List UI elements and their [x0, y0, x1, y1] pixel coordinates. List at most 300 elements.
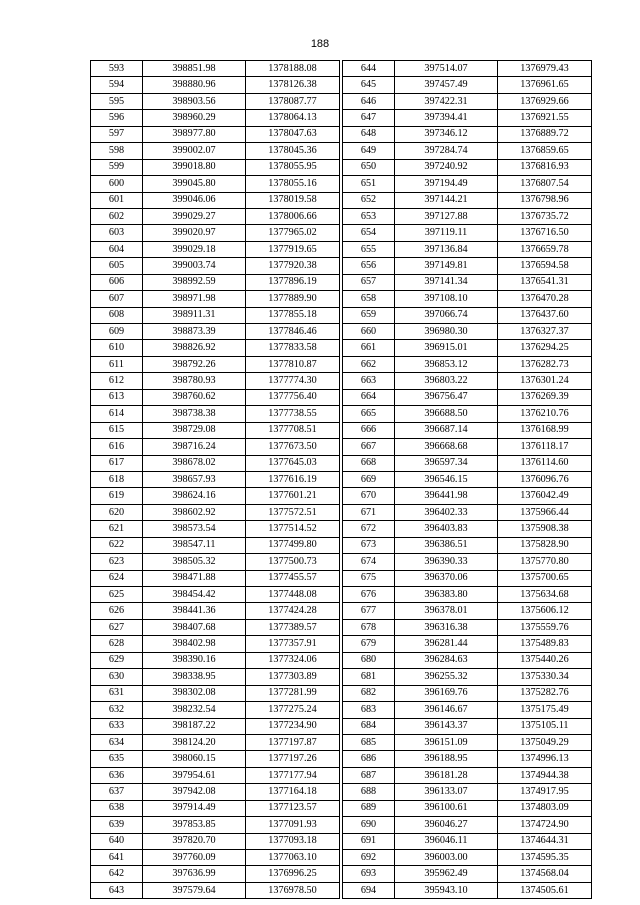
x-coordinate-cell: 396403.83	[395, 521, 498, 537]
x-coordinate-cell: 398602.92	[143, 504, 246, 520]
table-row	[343, 61, 592, 77]
x-coordinate-cell: 399029.18	[143, 241, 246, 257]
table-row	[343, 241, 592, 257]
x-coordinate-cell: 398738.38	[143, 406, 246, 422]
point-number-cell: 640	[91, 833, 143, 849]
x-coordinate-cell: 398338.95	[143, 669, 246, 685]
table-row	[91, 685, 340, 701]
y-coordinate-cell: 1378064.13	[246, 110, 340, 126]
x-coordinate-cell: 396441.98	[395, 488, 498, 504]
point-number-cell: 627	[91, 619, 143, 635]
x-coordinate-cell: 397760.09	[143, 850, 246, 866]
point-number-cell: 613	[91, 389, 143, 405]
point-number-cell: 647	[343, 110, 395, 126]
table-row	[91, 307, 340, 323]
point-number-cell: 684	[343, 718, 395, 734]
x-coordinate-cell: 397457.49	[395, 77, 498, 93]
point-number-cell: 685	[343, 734, 395, 750]
y-coordinate-cell: 1374568.04	[498, 866, 592, 882]
table-row	[343, 504, 592, 520]
x-coordinate-cell: 396597.34	[395, 455, 498, 471]
table-row	[343, 208, 592, 224]
table-row	[343, 93, 592, 109]
point-number-cell: 682	[343, 685, 395, 701]
y-coordinate-cell: 1375559.76	[498, 619, 592, 635]
table-row	[343, 603, 592, 619]
table-row	[91, 471, 340, 487]
x-coordinate-cell: 398232.54	[143, 702, 246, 718]
x-coordinate-cell: 399003.74	[143, 258, 246, 274]
x-coordinate-cell: 396915.01	[395, 340, 498, 356]
table-row	[91, 208, 340, 224]
x-coordinate-cell: 399002.07	[143, 143, 246, 159]
x-coordinate-cell: 395962.49	[395, 866, 498, 882]
x-coordinate-cell: 398302.08	[143, 685, 246, 701]
table-row	[91, 241, 340, 257]
y-coordinate-cell: 1377756.40	[246, 389, 340, 405]
x-coordinate-cell: 398977.80	[143, 126, 246, 142]
x-coordinate-cell: 396370.06	[395, 570, 498, 586]
point-number-cell: 595	[91, 93, 143, 109]
y-coordinate-cell: 1377896.19	[246, 274, 340, 290]
y-coordinate-cell: 1375175.49	[498, 702, 592, 718]
point-number-cell: 596	[91, 110, 143, 126]
table-row	[343, 324, 592, 340]
x-coordinate-cell: 399029.27	[143, 208, 246, 224]
point-number-cell: 687	[343, 767, 395, 783]
y-coordinate-cell: 1375634.68	[498, 587, 592, 603]
table-row	[91, 718, 340, 734]
table-row	[91, 767, 340, 783]
x-coordinate-cell: 397066.74	[395, 307, 498, 323]
y-coordinate-cell: 1376210.76	[498, 406, 592, 422]
y-coordinate-cell: 1375282.76	[498, 685, 592, 701]
point-number-cell: 605	[91, 258, 143, 274]
y-coordinate-cell: 1377197.26	[246, 751, 340, 767]
table-row	[91, 504, 340, 520]
x-coordinate-cell: 398124.20	[143, 734, 246, 750]
point-number-cell: 645	[343, 77, 395, 93]
y-coordinate-cell: 1376470.28	[498, 291, 592, 307]
table-row	[91, 93, 340, 109]
table-row	[91, 356, 340, 372]
table-row	[343, 669, 592, 685]
y-coordinate-cell: 1376816.93	[498, 159, 592, 175]
table-row	[91, 340, 340, 356]
point-number-cell: 624	[91, 570, 143, 586]
point-number-cell: 594	[91, 77, 143, 93]
x-coordinate-cell: 397149.81	[395, 258, 498, 274]
table-row	[343, 833, 592, 849]
x-coordinate-cell: 397136.84	[395, 241, 498, 257]
x-coordinate-cell: 398547.11	[143, 537, 246, 553]
x-coordinate-cell: 398826.92	[143, 340, 246, 356]
table-row	[91, 291, 340, 307]
table-row	[91, 274, 340, 290]
table-row	[343, 636, 592, 652]
y-coordinate-cell: 1376118.17	[498, 439, 592, 455]
point-number-cell: 674	[343, 554, 395, 570]
x-coordinate-cell: 399045.80	[143, 176, 246, 192]
y-coordinate-cell: 1376929.66	[498, 93, 592, 109]
point-number-cell: 676	[343, 587, 395, 603]
point-number-cell: 681	[343, 669, 395, 685]
table-row	[91, 833, 340, 849]
y-coordinate-cell: 1377846.46	[246, 324, 340, 340]
point-number-cell: 611	[91, 356, 143, 372]
table-row	[343, 488, 592, 504]
x-coordinate-cell: 398390.16	[143, 652, 246, 668]
x-coordinate-cell: 398407.68	[143, 619, 246, 635]
point-number-cell: 659	[343, 307, 395, 323]
point-number-cell: 654	[343, 225, 395, 241]
x-coordinate-cell: 398729.08	[143, 422, 246, 438]
point-number-cell: 666	[343, 422, 395, 438]
x-coordinate-cell: 396133.07	[395, 784, 498, 800]
point-number-cell: 679	[343, 636, 395, 652]
y-coordinate-cell: 1376961.65	[498, 77, 592, 93]
x-coordinate-cell: 397240.92	[395, 159, 498, 175]
table-row	[343, 356, 592, 372]
point-number-cell: 668	[343, 455, 395, 471]
point-number-cell: 688	[343, 784, 395, 800]
x-coordinate-cell: 396046.27	[395, 817, 498, 833]
point-number-cell: 625	[91, 587, 143, 603]
x-coordinate-cell: 397394.41	[395, 110, 498, 126]
x-coordinate-cell: 396383.80	[395, 587, 498, 603]
table-row	[343, 866, 592, 882]
point-number-cell: 630	[91, 669, 143, 685]
point-number-cell: 598	[91, 143, 143, 159]
point-number-cell: 652	[343, 192, 395, 208]
point-number-cell: 599	[91, 159, 143, 175]
x-coordinate-cell: 396281.44	[395, 636, 498, 652]
x-coordinate-cell: 396390.33	[395, 554, 498, 570]
y-coordinate-cell: 1378087.77	[246, 93, 340, 109]
table-row	[343, 767, 592, 783]
y-coordinate-cell: 1376294.25	[498, 340, 592, 356]
table-row	[91, 554, 340, 570]
y-coordinate-cell: 1378055.16	[246, 176, 340, 192]
y-coordinate-cell: 1375700.65	[498, 570, 592, 586]
x-coordinate-cell: 398960.29	[143, 110, 246, 126]
point-number-cell: 641	[91, 850, 143, 866]
y-coordinate-cell: 1376978.50	[246, 882, 340, 898]
point-number-cell: 603	[91, 225, 143, 241]
coordinates-table-right	[342, 60, 592, 899]
point-number-cell: 608	[91, 307, 143, 323]
x-coordinate-cell: 398624.16	[143, 488, 246, 504]
x-coordinate-cell: 397636.99	[143, 866, 246, 882]
table-row	[91, 537, 340, 553]
table-row	[91, 110, 340, 126]
y-coordinate-cell: 1376889.72	[498, 126, 592, 142]
point-number-cell: 623	[91, 554, 143, 570]
x-coordinate-cell: 396687.14	[395, 422, 498, 438]
point-number-cell: 601	[91, 192, 143, 208]
point-number-cell: 621	[91, 521, 143, 537]
y-coordinate-cell: 1377324.06	[246, 652, 340, 668]
y-coordinate-cell: 1377855.18	[246, 307, 340, 323]
table-row	[91, 669, 340, 685]
x-coordinate-cell: 396151.09	[395, 734, 498, 750]
y-coordinate-cell: 1377572.51	[246, 504, 340, 520]
y-coordinate-cell: 1376659.78	[498, 241, 592, 257]
y-coordinate-cell: 1376807.54	[498, 176, 592, 192]
table-row	[343, 373, 592, 389]
point-number-cell: 632	[91, 702, 143, 718]
table-row	[91, 636, 340, 652]
x-coordinate-cell: 398402.98	[143, 636, 246, 652]
x-coordinate-cell: 399018.80	[143, 159, 246, 175]
x-coordinate-cell: 396402.33	[395, 504, 498, 520]
point-number-cell: 642	[91, 866, 143, 882]
y-coordinate-cell: 1378019.58	[246, 192, 340, 208]
x-coordinate-cell: 398471.88	[143, 570, 246, 586]
y-coordinate-cell: 1377357.91	[246, 636, 340, 652]
point-number-cell: 664	[343, 389, 395, 405]
y-coordinate-cell: 1378047.63	[246, 126, 340, 142]
point-number-cell: 653	[343, 208, 395, 224]
x-coordinate-cell: 397954.61	[143, 767, 246, 783]
point-number-cell: 689	[343, 800, 395, 816]
point-number-cell: 680	[343, 652, 395, 668]
table-row	[343, 817, 592, 833]
y-coordinate-cell: 1377810.87	[246, 356, 340, 372]
y-coordinate-cell: 1376979.43	[498, 61, 592, 77]
table-row	[343, 455, 592, 471]
table-row	[91, 159, 340, 175]
x-coordinate-cell: 398060.15	[143, 751, 246, 767]
point-number-cell: 618	[91, 471, 143, 487]
y-coordinate-cell: 1374944.38	[498, 767, 592, 783]
y-coordinate-cell: 1375770.80	[498, 554, 592, 570]
y-coordinate-cell: 1377919.65	[246, 241, 340, 257]
y-coordinate-cell: 1374803.09	[498, 800, 592, 816]
x-coordinate-cell: 398505.32	[143, 554, 246, 570]
y-coordinate-cell: 1377424.28	[246, 603, 340, 619]
coordinates-table-left	[90, 60, 340, 899]
point-number-cell: 634	[91, 734, 143, 750]
table-row	[91, 422, 340, 438]
y-coordinate-cell: 1374505.61	[498, 882, 592, 898]
point-number-cell: 638	[91, 800, 143, 816]
point-number-cell: 617	[91, 455, 143, 471]
point-number-cell: 604	[91, 241, 143, 257]
point-number-cell: 649	[343, 143, 395, 159]
y-coordinate-cell: 1378055.95	[246, 159, 340, 175]
table-row	[91, 406, 340, 422]
x-coordinate-cell: 397422.31	[395, 93, 498, 109]
table-row	[343, 291, 592, 307]
x-coordinate-cell: 398851.98	[143, 61, 246, 77]
y-coordinate-cell: 1375440.26	[498, 652, 592, 668]
y-coordinate-cell: 1374917.95	[498, 784, 592, 800]
table-row	[343, 521, 592, 537]
y-coordinate-cell: 1377889.90	[246, 291, 340, 307]
table-row	[91, 143, 340, 159]
x-coordinate-cell: 397144.21	[395, 192, 498, 208]
table-row	[343, 439, 592, 455]
x-coordinate-cell: 398873.39	[143, 324, 246, 340]
point-number-cell: 616	[91, 439, 143, 455]
y-coordinate-cell: 1377645.03	[246, 455, 340, 471]
table-row	[91, 587, 340, 603]
table-row	[343, 77, 592, 93]
point-number-cell: 675	[343, 570, 395, 586]
point-number-cell: 633	[91, 718, 143, 734]
x-coordinate-cell: 398911.31	[143, 307, 246, 323]
x-coordinate-cell: 398780.93	[143, 373, 246, 389]
x-coordinate-cell: 396169.76	[395, 685, 498, 701]
point-number-cell: 650	[343, 159, 395, 175]
x-coordinate-cell: 396386.51	[395, 537, 498, 553]
table-row	[91, 882, 340, 898]
table-row	[343, 734, 592, 750]
table-row	[343, 800, 592, 816]
point-number-cell: 600	[91, 176, 143, 192]
point-number-cell: 615	[91, 422, 143, 438]
y-coordinate-cell: 1378188.08	[246, 61, 340, 77]
x-coordinate-cell: 398880.96	[143, 77, 246, 93]
y-coordinate-cell: 1375105.11	[498, 718, 592, 734]
y-coordinate-cell: 1376282.73	[498, 356, 592, 372]
y-coordinate-cell: 1376859.65	[498, 143, 592, 159]
table-row	[343, 537, 592, 553]
table-row	[91, 603, 340, 619]
point-number-cell: 644	[343, 61, 395, 77]
point-number-cell: 671	[343, 504, 395, 520]
y-coordinate-cell: 1377389.57	[246, 619, 340, 635]
y-coordinate-cell: 1377303.89	[246, 669, 340, 685]
x-coordinate-cell: 397853.85	[143, 817, 246, 833]
table-row	[343, 258, 592, 274]
table-row	[91, 176, 340, 192]
table-row	[91, 521, 340, 537]
x-coordinate-cell: 397579.64	[143, 882, 246, 898]
table-row	[91, 389, 340, 405]
y-coordinate-cell: 1377123.57	[246, 800, 340, 816]
table-row	[91, 439, 340, 455]
point-number-cell: 660	[343, 324, 395, 340]
point-number-cell: 635	[91, 751, 143, 767]
y-coordinate-cell: 1377738.55	[246, 406, 340, 422]
table-row	[91, 751, 340, 767]
x-coordinate-cell: 397942.08	[143, 784, 246, 800]
x-coordinate-cell: 398454.42	[143, 587, 246, 603]
point-number-cell: 651	[343, 176, 395, 192]
x-coordinate-cell: 398992.59	[143, 274, 246, 290]
x-coordinate-cell: 396100.61	[395, 800, 498, 816]
x-coordinate-cell: 396378.01	[395, 603, 498, 619]
point-number-cell: 648	[343, 126, 395, 142]
table-row	[91, 455, 340, 471]
table-row	[91, 866, 340, 882]
point-number-cell: 692	[343, 850, 395, 866]
point-number-cell: 610	[91, 340, 143, 356]
point-number-cell: 629	[91, 652, 143, 668]
table-row	[91, 619, 340, 635]
x-coordinate-cell: 398657.93	[143, 471, 246, 487]
y-coordinate-cell: 1377177.94	[246, 767, 340, 783]
table-row	[343, 389, 592, 405]
x-coordinate-cell: 395943.10	[395, 882, 498, 898]
y-coordinate-cell: 1375489.83	[498, 636, 592, 652]
y-coordinate-cell: 1377708.51	[246, 422, 340, 438]
table-row	[91, 225, 340, 241]
point-number-cell: 612	[91, 373, 143, 389]
table-row	[343, 225, 592, 241]
y-coordinate-cell: 1375828.90	[498, 537, 592, 553]
table-row	[91, 258, 340, 274]
table-row	[91, 61, 340, 77]
table-row	[91, 734, 340, 750]
point-number-cell: 662	[343, 356, 395, 372]
x-coordinate-cell: 396146.67	[395, 702, 498, 718]
table-row	[343, 751, 592, 767]
point-number-cell: 690	[343, 817, 395, 833]
y-coordinate-cell: 1376735.72	[498, 208, 592, 224]
point-number-cell: 663	[343, 373, 395, 389]
y-coordinate-cell: 1377093.18	[246, 833, 340, 849]
x-coordinate-cell: 396046.11	[395, 833, 498, 849]
y-coordinate-cell: 1377500.73	[246, 554, 340, 570]
y-coordinate-cell: 1375908.38	[498, 521, 592, 537]
x-coordinate-cell: 397514.07	[395, 61, 498, 77]
table-row	[91, 784, 340, 800]
table-row	[343, 718, 592, 734]
y-coordinate-cell: 1377514.52	[246, 521, 340, 537]
page-number: 188	[310, 38, 330, 50]
point-number-cell: 667	[343, 439, 395, 455]
table-row	[343, 784, 592, 800]
point-number-cell: 620	[91, 504, 143, 520]
table-row	[343, 850, 592, 866]
x-coordinate-cell: 398573.54	[143, 521, 246, 537]
table-row	[343, 570, 592, 586]
y-coordinate-cell: 1377275.24	[246, 702, 340, 718]
table-row	[343, 176, 592, 192]
point-number-cell: 607	[91, 291, 143, 307]
y-coordinate-cell: 1376541.31	[498, 274, 592, 290]
point-number-cell: 683	[343, 702, 395, 718]
y-coordinate-cell: 1376327.37	[498, 324, 592, 340]
x-coordinate-cell: 397284.74	[395, 143, 498, 159]
table-row	[343, 307, 592, 323]
y-coordinate-cell: 1377833.58	[246, 340, 340, 356]
x-coordinate-cell: 397141.34	[395, 274, 498, 290]
x-coordinate-cell: 396756.47	[395, 389, 498, 405]
y-coordinate-cell: 1377774.30	[246, 373, 340, 389]
x-coordinate-cell: 398678.02	[143, 455, 246, 471]
point-number-cell: 643	[91, 882, 143, 898]
x-coordinate-cell: 396980.30	[395, 324, 498, 340]
table-row	[343, 882, 592, 898]
point-number-cell: 669	[343, 471, 395, 487]
point-number-cell: 606	[91, 274, 143, 290]
y-coordinate-cell: 1376921.55	[498, 110, 592, 126]
point-number-cell: 693	[343, 866, 395, 882]
y-coordinate-cell: 1376716.50	[498, 225, 592, 241]
y-coordinate-cell: 1374644.31	[498, 833, 592, 849]
y-coordinate-cell: 1377499.80	[246, 537, 340, 553]
point-number-cell: 661	[343, 340, 395, 356]
point-number-cell: 631	[91, 685, 143, 701]
y-coordinate-cell: 1377965.02	[246, 225, 340, 241]
point-number-cell: 677	[343, 603, 395, 619]
point-number-cell: 626	[91, 603, 143, 619]
x-coordinate-cell: 396143.37	[395, 718, 498, 734]
